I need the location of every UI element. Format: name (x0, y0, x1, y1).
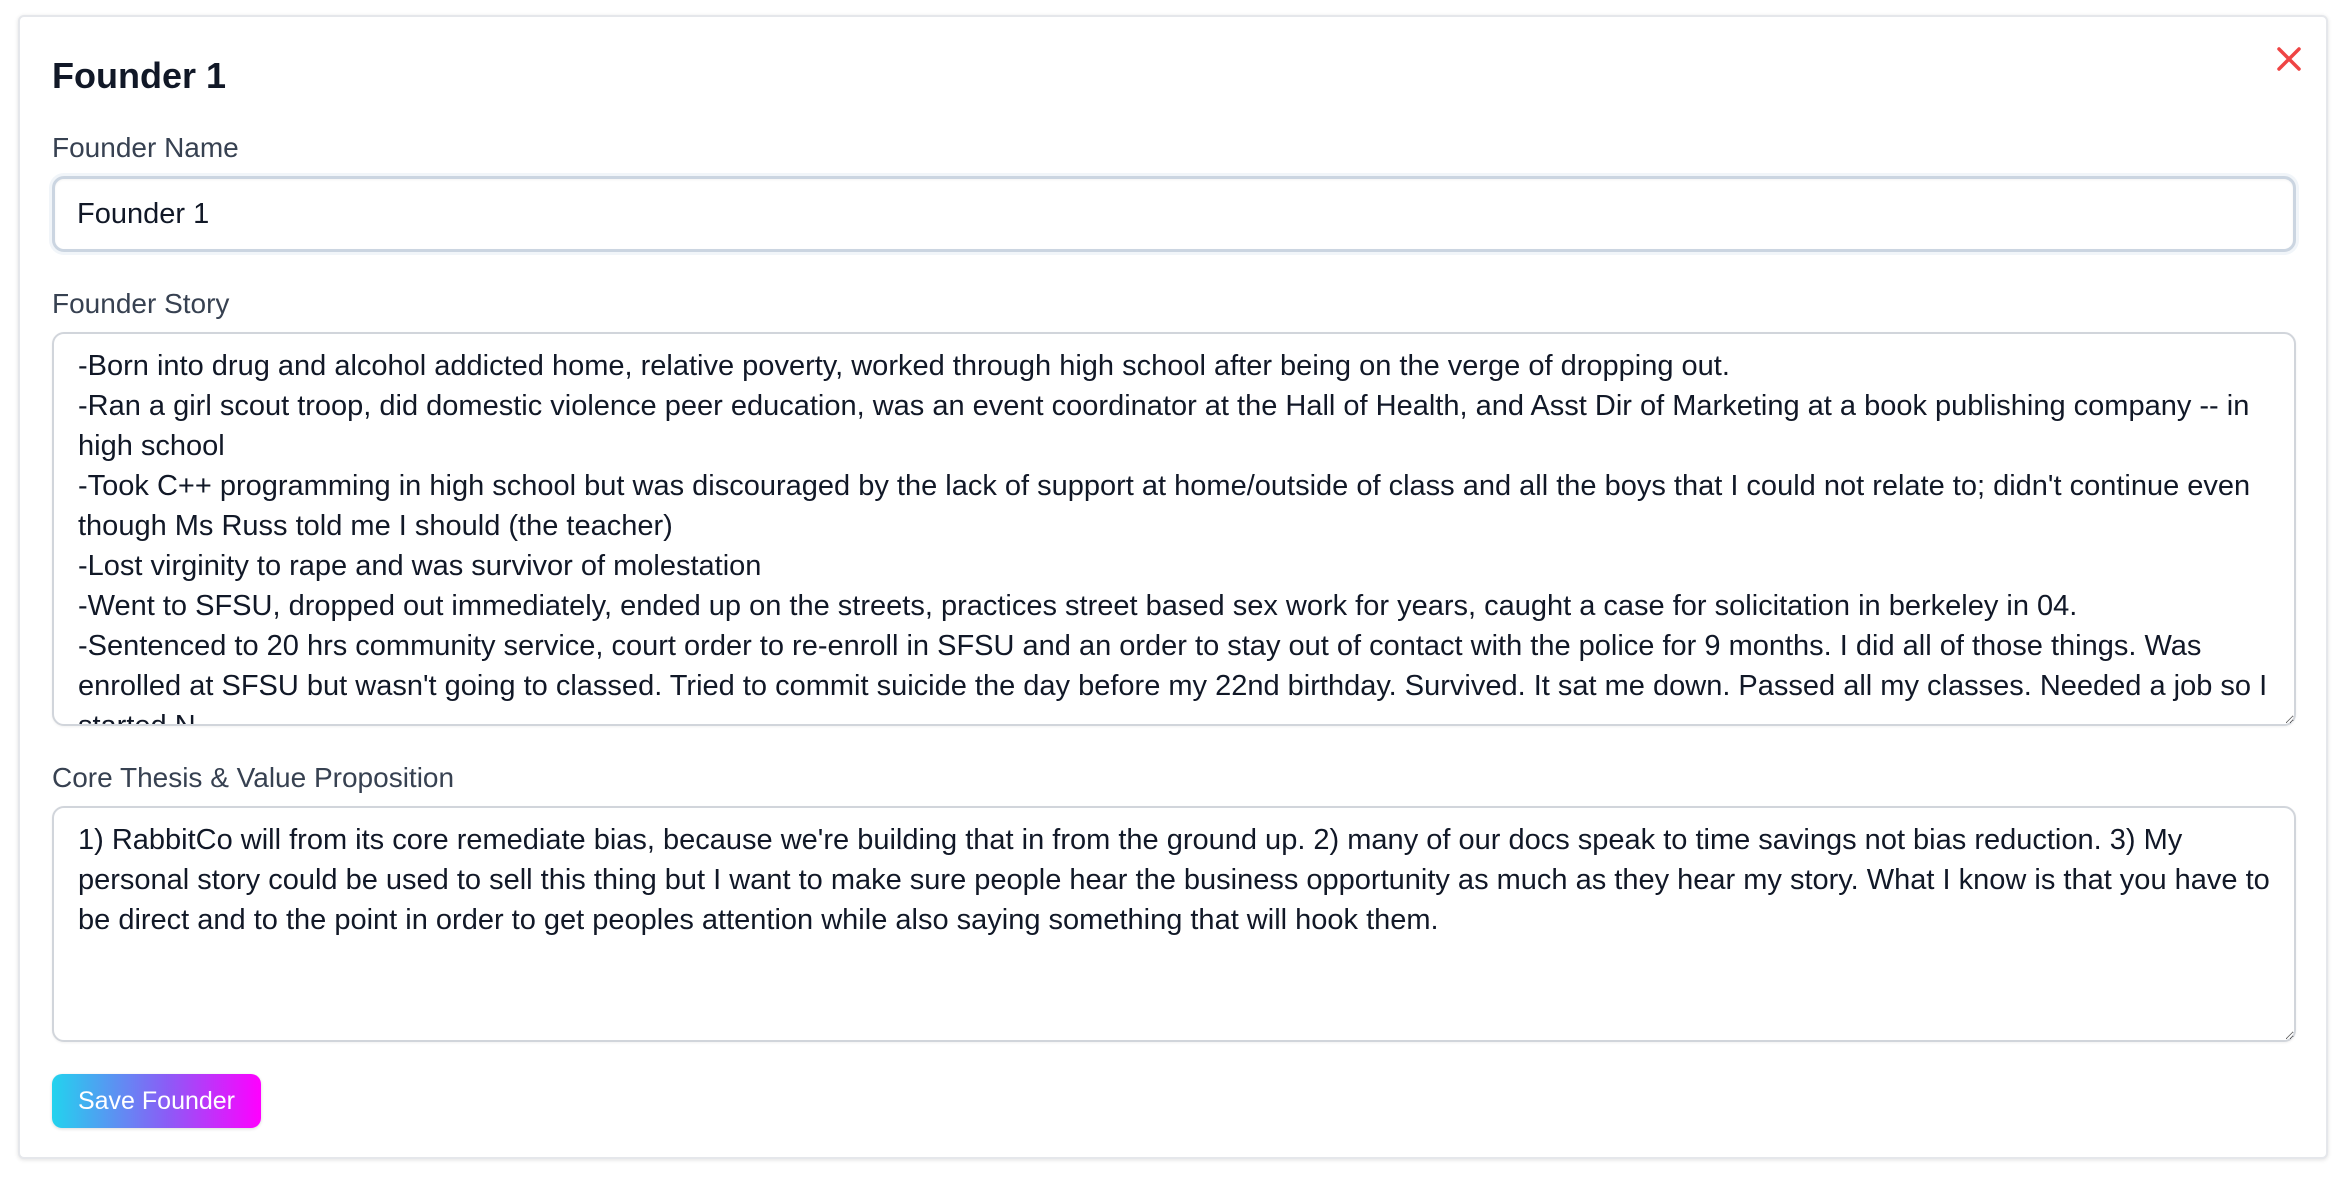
close-icon (2270, 40, 2308, 78)
founder-story-textarea[interactable] (52, 332, 2296, 726)
founder-name-label: Founder Name (52, 132, 239, 163)
founder-name-input[interactable] (52, 176, 2296, 252)
save-founder-button[interactable]: Save Founder (52, 1074, 261, 1128)
close-button[interactable] (2270, 40, 2308, 78)
form-title: Founder 1 (52, 55, 227, 96)
founder-story-label: Founder Story (52, 288, 230, 319)
core-thesis-textarea[interactable] (52, 806, 2296, 1042)
core-thesis-label: Core Thesis & Value Proposition (52, 762, 455, 793)
